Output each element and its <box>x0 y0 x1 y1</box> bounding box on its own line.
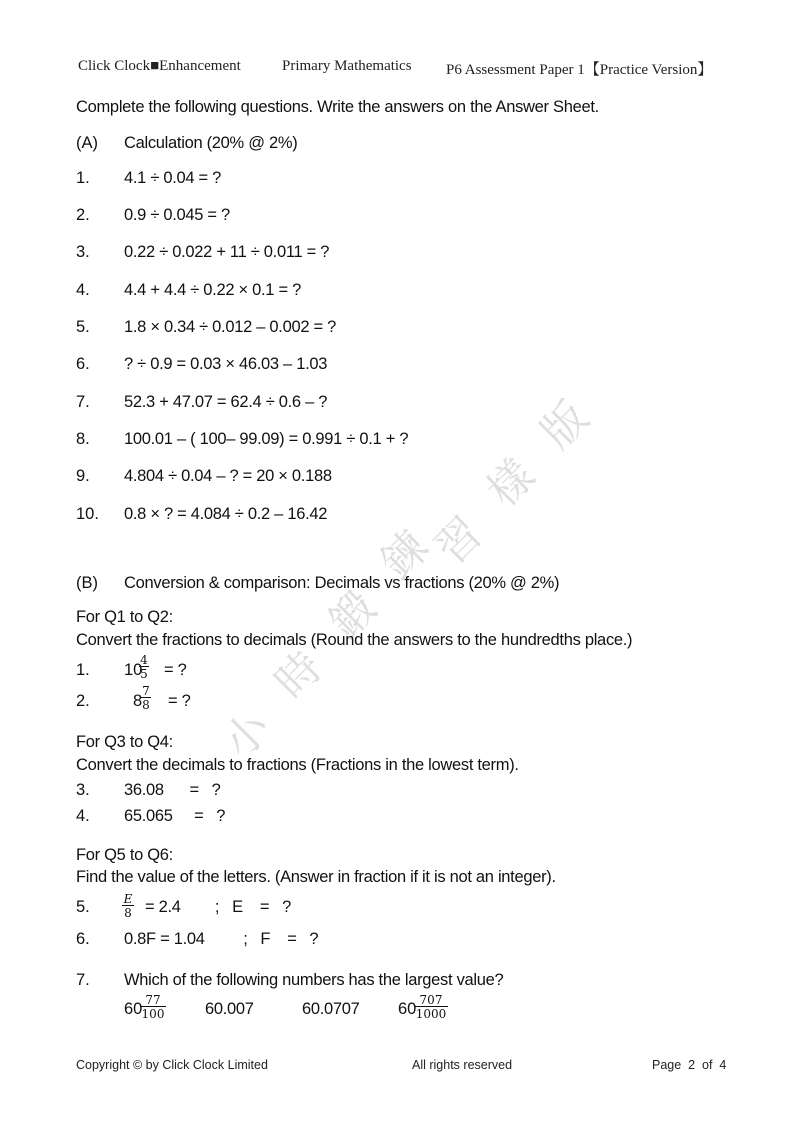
question-text: 0.8 × ? = 4.084 ÷ 0.2 – 16.42 <box>124 505 328 523</box>
question-number: 8. <box>76 430 90 448</box>
fraction <box>122 893 134 919</box>
question-text: ? ÷ 0.9 = 0.03 × 46.03 – 1.03 <box>124 355 328 373</box>
question-answer-prompt: = ? <box>168 692 191 710</box>
question-number: 6. <box>76 930 90 948</box>
header-center: Primary Mathematics <box>282 58 412 74</box>
header-left: Click Clock■Enhancement <box>78 58 241 74</box>
question-number: 10. <box>76 505 99 523</box>
fraction-denominator: 5 <box>140 667 148 681</box>
fraction <box>141 685 151 711</box>
question-text: Which of the following numbers has the largest value? <box>124 971 504 989</box>
watermark-char: 鍛 <box>319 581 387 649</box>
question-number: 3. <box>76 243 90 261</box>
footer-page-number: Page 2 of 4 <box>652 1058 727 1072</box>
section-a-label: (A) <box>76 134 98 152</box>
header-right: P6 Assessment Paper 1【Practice Version】 <box>446 62 713 78</box>
fraction-numerator: 707 <box>419 993 443 1007</box>
question-text: = 2.4 ; E = ? <box>145 898 291 916</box>
watermark-char: 時 <box>265 641 333 709</box>
fraction-denominator: 100 <box>141 1007 165 1021</box>
fraction <box>139 654 149 680</box>
fraction-numerator: 4 <box>140 653 148 667</box>
group-instruction: Convert the decimals to fractions (Fractions in the lowest term). <box>76 756 519 774</box>
question-text: 36.08 = ? <box>124 781 221 799</box>
group-heading: For Q5 to Q6: <box>76 846 173 864</box>
question-number: 3. <box>76 781 90 799</box>
question-text: 4.1 ÷ 0.04 = ? <box>124 169 222 187</box>
mixed-number-whole: 60 <box>124 1000 143 1018</box>
fraction-denominator: 1000 <box>415 1007 447 1021</box>
section-b-label: (B) <box>76 574 98 592</box>
question-text: 0.9 ÷ 0.045 = ? <box>124 206 230 224</box>
question-text: 100.01 – ( 100– 99.09) = 0.991 ÷ 0.1 + ? <box>124 430 409 448</box>
mixed-number-whole: 8 <box>133 692 143 710</box>
question-number: 1. <box>76 661 90 679</box>
footer-copyright: Copyright © by Click Clock Limited <box>76 1058 268 1072</box>
watermark-char: 樣 <box>477 449 545 517</box>
option-b: 60.007 <box>205 1000 254 1018</box>
question-answer-prompt: = ? <box>164 661 187 679</box>
question-number: 5. <box>76 318 90 336</box>
watermark-char: 小 <box>213 701 281 769</box>
section-b-title: Conversion & comparison: Decimals vs fractions (20% @ 2%) <box>124 574 560 592</box>
question-number: 4. <box>76 807 90 825</box>
mixed-number-whole: 60 <box>398 1000 417 1018</box>
question-text: 1.8 × 0.34 ÷ 0.012 – 0.002 = ? <box>124 318 336 336</box>
footer-rights: All rights reserved <box>412 1058 513 1072</box>
question-text: 4.4 + 4.4 ÷ 0.22 × 0.1 = ? <box>124 281 301 299</box>
group-heading: For Q3 to Q4: <box>76 733 173 751</box>
section-a-title: Calculation (20% @ 2%) <box>124 134 298 152</box>
question-number: 2. <box>76 206 90 224</box>
group-heading: For Q1 to Q2: <box>76 608 173 626</box>
group-instruction: Find the value of the letters. (Answer in fraction if it is not an integer). <box>76 868 556 886</box>
mixed-number-whole: 10 <box>124 661 143 679</box>
question-number: 6. <box>76 355 90 373</box>
option-c: 60.0707 <box>302 1000 360 1018</box>
question-number: 1. <box>76 169 90 187</box>
fraction-numerator: E <box>123 892 133 906</box>
question-text: 65.065 = ? <box>124 807 226 825</box>
question-number: 5. <box>76 898 90 916</box>
fraction-denominator: 8 <box>142 698 150 712</box>
fraction <box>140 994 166 1020</box>
question-number: 4. <box>76 281 90 299</box>
question-text: 52.3 + 47.07 = 62.4 ÷ 0.6 – ? <box>124 393 328 411</box>
question-text: 0.22 ÷ 0.022 + 11 ÷ 0.011 = ? <box>124 243 330 261</box>
watermark-char: 鍊 <box>371 521 439 589</box>
fraction-denominator: 8 <box>122 905 134 919</box>
fraction-numerator: 7 <box>142 684 150 698</box>
fraction <box>414 994 448 1020</box>
question-text: 0.8F = 1.04 ; F = ? <box>124 930 319 948</box>
question-number: 7. <box>76 393 90 411</box>
fraction-numerator: 77 <box>145 993 161 1007</box>
question-text: 4.804 ÷ 0.04 – ? = 20 × 0.188 <box>124 467 332 485</box>
watermark-char: 習 <box>425 507 493 575</box>
question-number: 2. <box>76 692 90 710</box>
question-number: 7. <box>76 971 90 989</box>
instruction: Complete the following questions. Write the answers on the Answer Sheet. <box>76 98 599 116</box>
watermark-char: 版 <box>531 391 599 459</box>
question-number: 9. <box>76 467 90 485</box>
group-instruction: Convert the fractions to decimals (Round the answers to the hundredths place.) <box>76 631 633 649</box>
